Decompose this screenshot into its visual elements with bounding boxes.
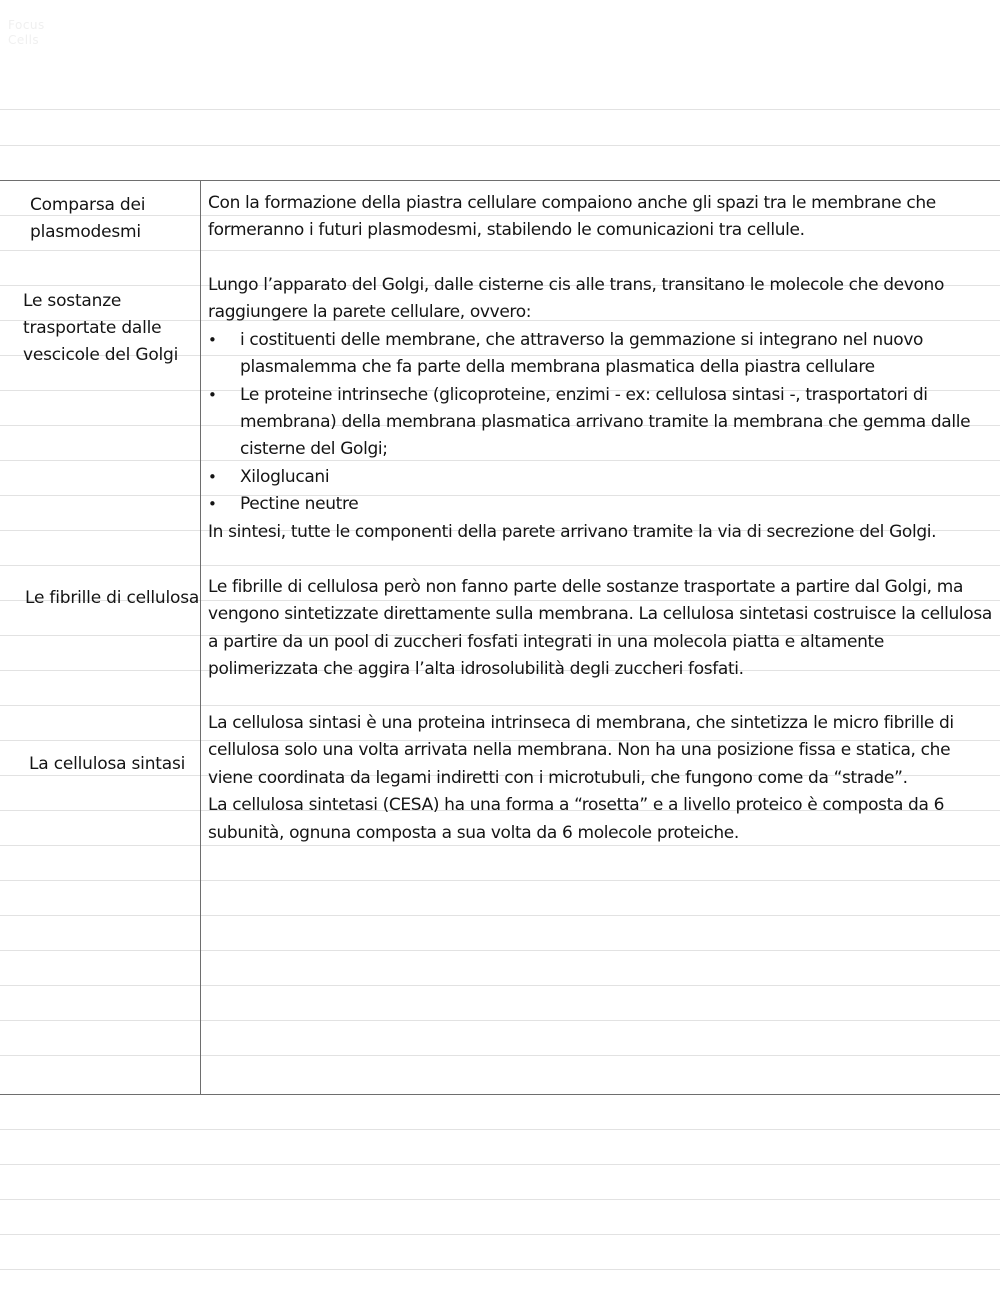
cue-cellulose-synthase (29, 751, 185, 778)
cue-line: Le fibrille di cellulosa (25, 588, 200, 608)
page-header (8, 18, 45, 48)
ruled-line (0, 145, 1000, 146)
cue-line: Le sostanze (23, 291, 122, 311)
bullet-icon: • (208, 495, 217, 514)
ruled-line (0, 915, 1000, 916)
cue-line: La cellulosa sintasi (29, 754, 186, 774)
note-golgi-vesicles (208, 272, 992, 546)
cue-plasmodesmi (30, 192, 145, 246)
list-item (208, 382, 992, 464)
list-item-text: Pectine neutre (240, 494, 359, 515)
cue-column-divider (200, 180, 201, 1094)
ruled-line (0, 985, 1000, 986)
bullet-icon: • (208, 385, 217, 404)
list-item-text: Xiloglucani (240, 466, 330, 487)
ruled-line (0, 109, 1000, 110)
ruled-line (0, 1234, 1000, 1235)
bullet-list (208, 327, 992, 519)
bullet-icon: • (208, 330, 217, 349)
ruled-line (0, 250, 1000, 251)
list-item (208, 327, 992, 382)
cue-cellulose-fibrils (25, 585, 199, 612)
list-item-text: i costituenti delle membrane, che attraverso la gemmazione si integrano nel nuovo plasmalemma che fa parte della membrana plasmatica della piastra cellulare (240, 329, 924, 378)
list-item (208, 491, 992, 518)
cornell-top-rule (0, 180, 1000, 181)
ruled-line (0, 705, 1000, 706)
note-plasmodesmi (208, 190, 992, 245)
header-line: Cells (8, 33, 40, 47)
cue-line: trasportate dalle (23, 318, 162, 338)
cornell-bottom-rule (0, 1094, 1000, 1095)
list-item (208, 464, 992, 491)
note-paragraph: Con la formazione della piastra cellulare compaiono anche gli spazi tra le membrane che formeranno i futuri plasmodesmi, stabilendo le comunicazioni tra cellule. (208, 193, 936, 241)
header-line: Focus (8, 18, 45, 32)
note-paragraph: Lungo l’apparato del Golgi, dalle cisterne cis alle trans, transitano le molecole che devono raggiungere la parete cellulare, ovvero: (208, 275, 945, 323)
cue-line: vescicole del Golgi (23, 345, 179, 365)
cue-line: plasmodesmi (30, 222, 141, 242)
list-item-text: Le proteine intrinseche (glicoproteine, enzimi - ex: cellulosa sintasi -, trasportatori di membrana) della membrana plasmatica arrivano tramite la membrana che gemma dalle cisterne del Golgi; (240, 384, 971, 460)
cue-line: Comparsa dei (30, 195, 146, 215)
cue-golgi-vesicles (23, 288, 178, 369)
ruled-line (0, 880, 1000, 881)
ruled-line (0, 565, 1000, 566)
bullet-icon: • (208, 467, 217, 486)
ruled-line (0, 950, 1000, 951)
note-paragraph: La cellulosa sintetasi (CESA) ha una forma a “rosetta” e a livello proteico è composta da 6 subunità, ognuna composta a sua volta da 6 molecole proteiche. (208, 795, 945, 843)
ruled-line (0, 1164, 1000, 1165)
ruled-line (0, 1055, 1000, 1056)
note-cellulose-fibrils (208, 574, 992, 684)
note-cellulose-synthase (208, 710, 992, 847)
ruled-line (0, 1129, 1000, 1130)
note-paragraph: Le fibrille di cellulosa però non fanno parte delle sostanze trasportate a partire dal Golgi, ma vengono sintetizzate direttamente sulla membrana. La cellulosa sintetasi costruisce la cellulosa a partire da un pool di zuccheri fosfati integrati in una molecola piatta e altamente polimerizzata che aggira l’alta idrosolubilità degli zuccheri fosfati. (208, 577, 992, 680)
ruled-line (0, 1269, 1000, 1270)
ruled-line (0, 1199, 1000, 1200)
note-paragraph: In sintesi, tutte le componenti della parete arrivano tramite la via di secrezione del Golgi. (208, 521, 937, 542)
ruled-line (0, 1020, 1000, 1021)
note-paragraph: La cellulosa sintasi è una proteina intrinseca di membrana, che sintetizza le micro fibrille di cellulosa solo una volta arrivata nella membrana. Non ha una posizione fissa e statica, che viene coordinata da legami indiretti con i microtubuli, che fungono come da “strade”. (208, 713, 954, 788)
